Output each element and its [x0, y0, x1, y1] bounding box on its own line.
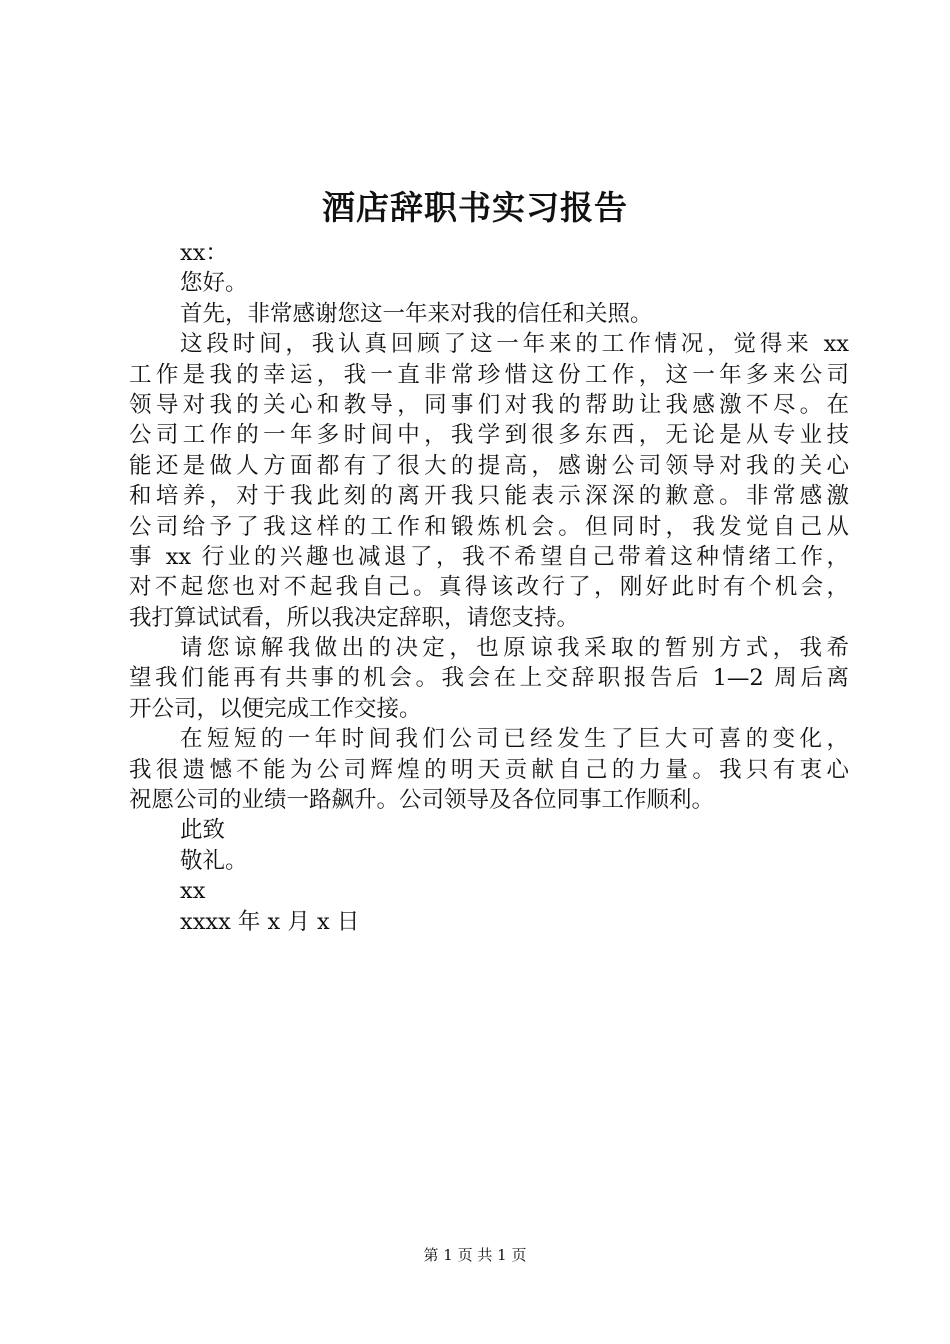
paragraph-main-line: 能还是做人方面都有了很大的提高，感谢公司领导对我的关心: [129, 452, 849, 479]
paragraph-main-line: 事 xx 行业的兴趣也减退了，我不希望自己带着这种情绪工作，: [129, 543, 849, 570]
paragraph-request-line: 望我们能再有共事的机会。我会在上交辞职报告后 1—2 周后离: [129, 665, 849, 692]
paragraph-main-line: 和培养，对于我此刻的离开我只能表示深深的歉意。非常感激: [129, 483, 849, 510]
paragraph-main-line: 对不起您也对不起我自己。真得该改行了，刚好此时有个机会，: [129, 574, 849, 601]
greeting: 您好。: [180, 270, 248, 297]
paragraph-request-line: 请您谅解我做出的决定，也原谅我采取的暂别方式，我希: [180, 635, 849, 662]
page-footer: 第 1 页 共 1 页: [423, 1246, 527, 1264]
salutation: xx：: [180, 240, 228, 266]
signature-date: xxxx 年 x 月 x 日: [180, 908, 360, 935]
paragraph-thanks: 首先，非常感谢您这一年来对我的信任和关照。: [180, 300, 653, 327]
page-title: 酒店辞职书实习报告: [322, 188, 628, 227]
paragraph-wishes-line: 在短短的一年时间我们公司已经发生了巨大可喜的变化，: [180, 726, 849, 753]
paragraph-wishes-line: 祝愿公司的业绩一路飙升。公司领导及各位同事工作顺利。: [129, 787, 715, 814]
paragraph-main-line: 工作是我的幸运，我一直非常珍惜这份工作，这一年多来公司: [129, 361, 849, 388]
signature-name: xx: [180, 878, 206, 905]
paragraph-main-line: 这段时间，我认真回顾了这一年来的工作情况，觉得来 xx: [180, 331, 849, 358]
paragraph-main-line: 公司工作的一年多时间中，我学到很多东西，无论是从专业技: [129, 422, 849, 449]
closing-regards: 敬礼。: [180, 847, 248, 874]
paragraph-main-line: 公司给予了我这样的工作和锻炼机会。但同时，我发觉自己从: [129, 513, 849, 540]
letter-body: [129, 238, 849, 937]
paragraph-main-line: 我打算试试看，所以我决定辞职，请您支持。: [129, 604, 580, 631]
paragraph-main-line: 领导对我的关心和教导，同事们对我的帮助让我感激不尽。在: [129, 391, 849, 418]
paragraph-request-line: 开公司，以便完成工作交接。: [129, 695, 422, 722]
closing-phrase: 此致: [180, 817, 226, 844]
paragraph-wishes-line: 我很遗憾不能为公司辉煌的明天贡献自己的力量。我只有衷心: [129, 756, 849, 783]
